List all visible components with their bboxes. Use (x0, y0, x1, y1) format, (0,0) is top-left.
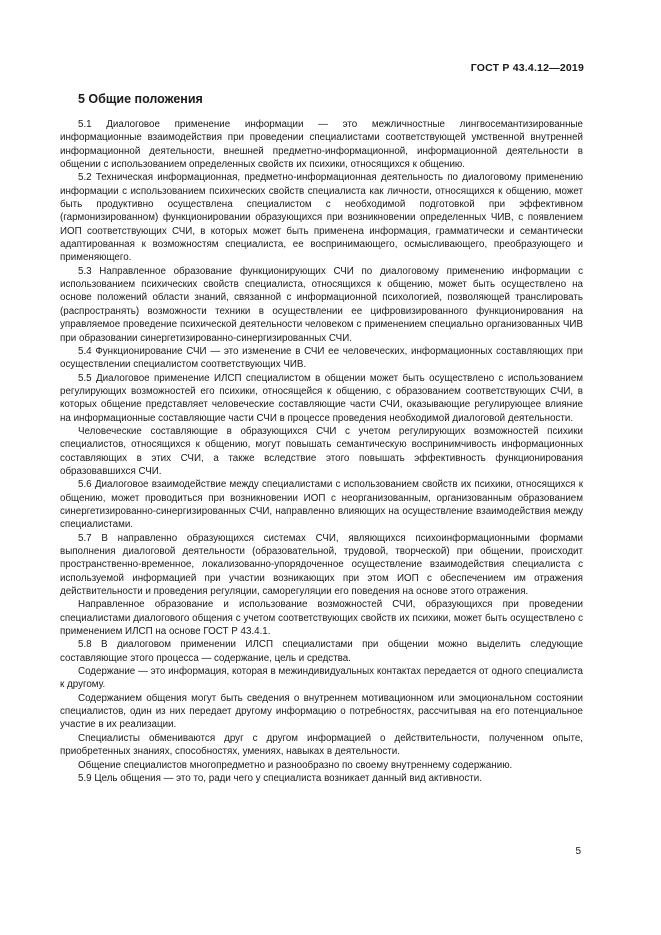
paragraph-5-9: 5.9 Цель общения — это то, ради чего у специалиста возникает данный вид активности. (78, 772, 482, 784)
page-number: 5 (575, 846, 581, 857)
document-header: ГОСТ Р 43.4.12—2019 (470, 62, 584, 74)
paragraph-5-6: 5.6 Диалоговое взаимодействие между специалистами с использованием свойств их психики, относящихся к общению, может проводиться при возникновении ИОП с неорганизованным, организованным образованием синергетизированно-синергизированных СЧИ, направленно влияющих на осуществление взаимодействия между специалистами. (60, 479, 583, 531)
paragraph-information-exchange: Специалисты обмениваются друг с другом информацией о действительности, полученном опыте, приобретенных знаниях, способностях, умениях, навыках в деятельности. (60, 732, 583, 758)
paragraph-multisubject: Общение специалистов многопредметно и разнообразно по своему внутреннему содержанию. (78, 759, 513, 771)
document-body (60, 118, 583, 785)
paragraph-content-of-communication: Содержанием общения могут быть сведения о внутреннем мотивационном или эмоциональном состоянии специалистов, один из них передает другому информацию о потребностях, рассчитывая на его потенциальное участие в их реализации. (60, 692, 583, 731)
paragraph-5-7: 5.7 В направленно образующихся системах СЧИ, являющихся психоинформационными формами выполнения диалоговой деятельности (образовательной, трудовой, творческой) при общении, происходит пространственно-временное, локализованно-упорядоченное осуществление взаимодействия специалиста с используемой информацией при участии возникающих при этом ИОП с обеспечением им отражения действительности и проведения регуляции, саморегуляции его поведения на основе этого отражения. (60, 532, 583, 598)
paragraph-5-2: 5.2 Техническая информационная, предметно-информационная деятельность по диалоговому применению информации с использованием психических свойств специалиста как личности, относящихся к общению, может быть продуктивно осуществлена специалистом с необходимой подготовкой при эффективном (гармонизированном) функционировании образующихся при возникновении определенных ЧИВ, с появлением ИОП соответствующих СЧИ, в которых может быть применена информация, грамматически и семантически адаптированная к возможностям специалиста, ее воспринимающего, осмысливающего, преобразующего и применяющего. (60, 172, 583, 264)
section-title: 5 Общие положения (78, 92, 203, 106)
paragraph-content-definition: Содержание — это информация, которая в межиндивидуальных контактах передается от одного специалиста к другому. (60, 666, 583, 691)
paragraph-5-7-cont: Направленное образование и использование возможностей СЧИ, образующихся при проведении специалистами диалогового общения с учетом соответствующих свойств их психики, может быть осуществлено с применением ИЛСП на основе ГОСТ Р 43.4.1. (60, 599, 583, 638)
paragraph-5-5-cont: Человеческие составляющие в образующихся СЧИ с учетом регулирующих возможностей психики специалистов, относящихся к общению, могут повышать семантическую воспринимчивость информационных составляющих в этих СЧИ, а также вследствие этого повышать эффективность функционирования образовавшихся СЧИ. (60, 425, 583, 477)
paragraph-5-3: 5.3 Направленное образование функционирующих СЧИ по диалоговому применению информации с использованием психических свойств специалиста, относящихся к общению, может быть осуществлено на основе положений области знаний, связанной с информационной психологией, позволяющей транслировать (распространять) возможности техники в осуществлении ее цифровизированного функционирования на управляемое проведение психической деятельности человеком с применением специально организованных ЧИВ при образовании синергетизированно-синергизированных СЧИ. (60, 265, 583, 344)
paragraph-5-8: 5.8 В диалоговом применении ИЛСП специалистами при общении можно выделить следующие составляющие этого процесса — содержание, цель и средства. (60, 639, 583, 664)
paragraph-5-1: 5.1 Диалоговое применение информации — это межличностные лингвосемантизированные информационные взаимодействия при проведении специалистами соответствующей умственной внутренней информационной деятельности, внешней предметно-информационной, информационной деятельности в общении с использованием определенных свойств их психики, относящихся к общению. (60, 119, 583, 171)
paragraph-5-4: 5.4 Функционирование СЧИ — это изменение в СЧИ ее человеческих, информационных составляющих при осуществлении специалистом соответствующих ЧИВ. (60, 345, 583, 371)
paragraph-5-5: 5.5 Диалоговое применение ИЛСП специалистом в общении может быть осуществлено с использованием регулирующих возможностей его психики, относящейся к общению, с образованием соответствующих СЧИ, в которых общение представляет человеческие составляющие части СЧИ, оказывающие регулирующее влияние на информационные составляющие части СЧИ в процессе проведения необходимой диалоговой деятельности. (60, 372, 583, 424)
